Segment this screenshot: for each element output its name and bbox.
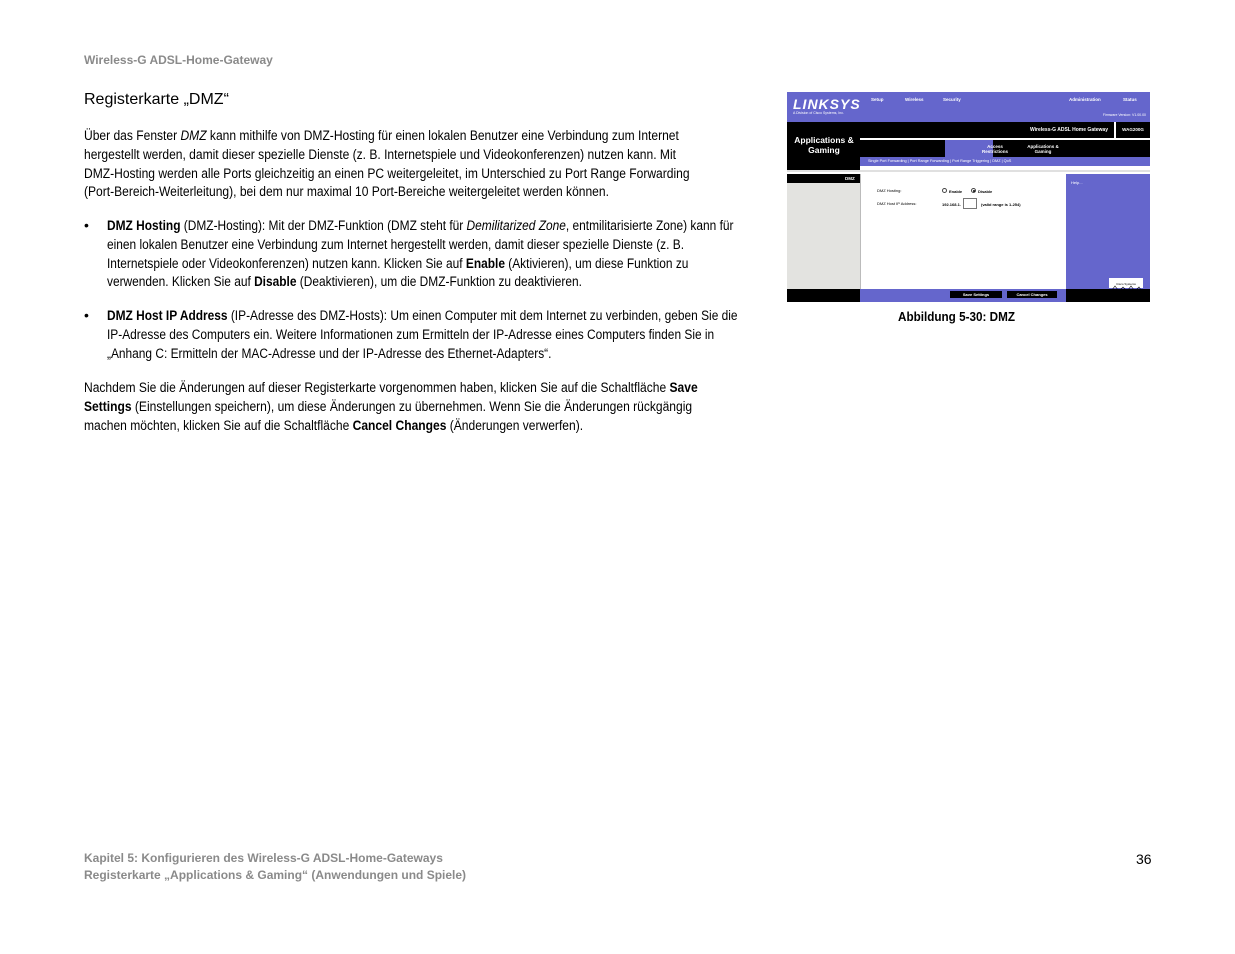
bullet-marker: • [84,307,89,323]
model-badge: WAG200G [1114,122,1150,138]
left-sidebar [787,174,860,289]
bullet-dmz-hosting [107,217,748,292]
tab-setup[interactable]: Setup [871,97,884,102]
logo-subtitle: A Division of Cisco Systems, Inc. [793,111,844,115]
figure-caption: Abbildung 5-30: DMZ [898,309,1015,324]
footer-section: Registerkarte „Applications & Gaming“ (Anwendungen und Spiele) [84,867,467,882]
running-header: Wireless-G ADSL-Home-Gateway [84,53,273,67]
term-dmz-host-ip: DMZ Host IP Address [107,308,228,323]
page-footer [84,850,466,883]
tab-administration[interactable]: Administration [1069,97,1101,102]
dmz-host-ip-label: DMZ Host IP Address: [877,201,917,206]
tab-applications-gaming[interactable]: Applications & Gaming [1027,144,1059,154]
bullet-text: (IP-Adresse des DMZ-Hosts): Um einen Computer mit dem Internet zu verbinden, geben Sie die IP-Adresse des Computers ein. Weitere Informationen zum Ermitteln der IP-Adresse eines Computers finden Sie in „Anhang C: Ermitteln der MAC-Adresse und der IP-Adresse des Ethernet-Adapters“. [107,308,738,361]
cancel-changes-button[interactable]: Cancel Changes [1007,291,1057,298]
disable-radio[interactable] [971,188,976,193]
tab-access-restrictions[interactable]: Access Restrictions [981,144,1008,154]
help-panel [1066,174,1150,289]
product-row [860,122,1150,138]
ip-prefix: 192.168.1. [942,202,961,207]
term-demilitarized-zone: Demilitarized Zone [466,218,566,233]
intro-text-2: kann mithilfe von DMZ-Hosting für einen lokalen Benutzer eine Verbindung zum Internet hergestellt werden, damit dieser spezielle Dienste (z. B. Internetspiele und Videokonferenzen) nutzen kann. Mit DMZ-Hosting werden alle Ports gleichzeitig an einen PC weitergeleitet, im Unterschied zu Port Range Forwarding (Port-Bereich-Weiterleitung), bei dem nur maximal 10 Port-Bereiche weitergeleitet werden können. [84,128,690,200]
term-save-settings: Save Settings [84,380,698,414]
term-cancel-changes: Cancel Changes [352,417,447,433]
enable-radio[interactable] [942,188,947,193]
closing-paragraph [84,379,705,435]
submenu-links[interactable]: Single Port Forwarding | Port Range Forwarding | Port Range Triggering | DMZ | QoS [868,159,1012,163]
firmware-version: Firmware Version: V1.00.00 [1102,113,1146,117]
bullet-dmz-host-ip [107,307,748,363]
term-dmz-hosting: DMZ Hosting [107,218,181,233]
page-number: 36 [1136,851,1152,867]
bullet-text: (Aktivieren), um diese Funktion zu verwenden. Klicken Sie auf [107,255,689,290]
ip-last-octet-input[interactable] [963,198,977,209]
tab-security[interactable]: Security [943,97,961,102]
enable-label: Enable [949,189,963,194]
product-name: Wireless-G ADSL Home Gateway [1029,127,1108,133]
bullet-text: (DMZ-Hosting): Mit der DMZ-Funktion (DMZ steht für [180,218,467,233]
help-link[interactable]: Help... [1071,180,1083,185]
closing-text: Nachdem Sie die Änderungen auf dieser Registerkarte vorgenommen haben, klicken Sie auf die Schaltfläche [84,380,670,395]
dmz-screenshot [787,92,1150,302]
dmz-hosting-label: DMZ Hosting: [877,188,902,193]
intro-emphasis: DMZ [180,128,207,143]
intro-paragraph [84,127,705,202]
bullet-marker: • [84,217,89,233]
save-settings-button[interactable]: Save Settings [950,291,1002,298]
radio-selected-dot [973,190,975,192]
cisco-logo-text: Cisco Systems [1116,282,1136,286]
term-disable: Disable [254,274,297,290]
tab-wireless[interactable]: Wireless [905,97,924,102]
section-title: Registerkarte „DMZ“ [84,91,229,108]
bullet-text: (Deaktivieren), um die DMZ-Funktion zu deaktivieren. [296,274,582,290]
cisco-logo [1109,278,1143,288]
section-label: Applications & Gaming [794,135,854,155]
bullet-text: , entmilitarisierte Zone) kann für einen lokalen Benutzer eine Verbindung zum Internet hergestellt werden, damit dieser spezielle Dienste (z. B. Internetspiele oder Videokonferenzen) nutzen kann. Klicken Sie auf [107,218,734,271]
disable-label: Disable [978,189,993,194]
intro-text-1: Über das Fenster [84,128,181,143]
ip-range-hint: (valid range is 1-254) [981,202,1021,207]
closing-text: (Einstellungen speichern), um diese Änderungen zu übernehmen. Wenn Sie die Änderungen rückgängig machen möchten, klicken Sie auf die Schaltfläche [84,398,693,433]
tab-status[interactable]: Status [1123,97,1137,102]
footer-chapter: Kapitel 5: Konfigurieren des Wireless-G ADSL-Home-Gateways [84,851,443,865]
closing-text: (Änderungen verwerfen). [446,417,584,433]
separator [787,170,1150,172]
term-enable: Enable [465,255,505,271]
side-label-dmz: DMZ [845,176,855,181]
linksys-logo: LINKSYS [793,96,861,112]
